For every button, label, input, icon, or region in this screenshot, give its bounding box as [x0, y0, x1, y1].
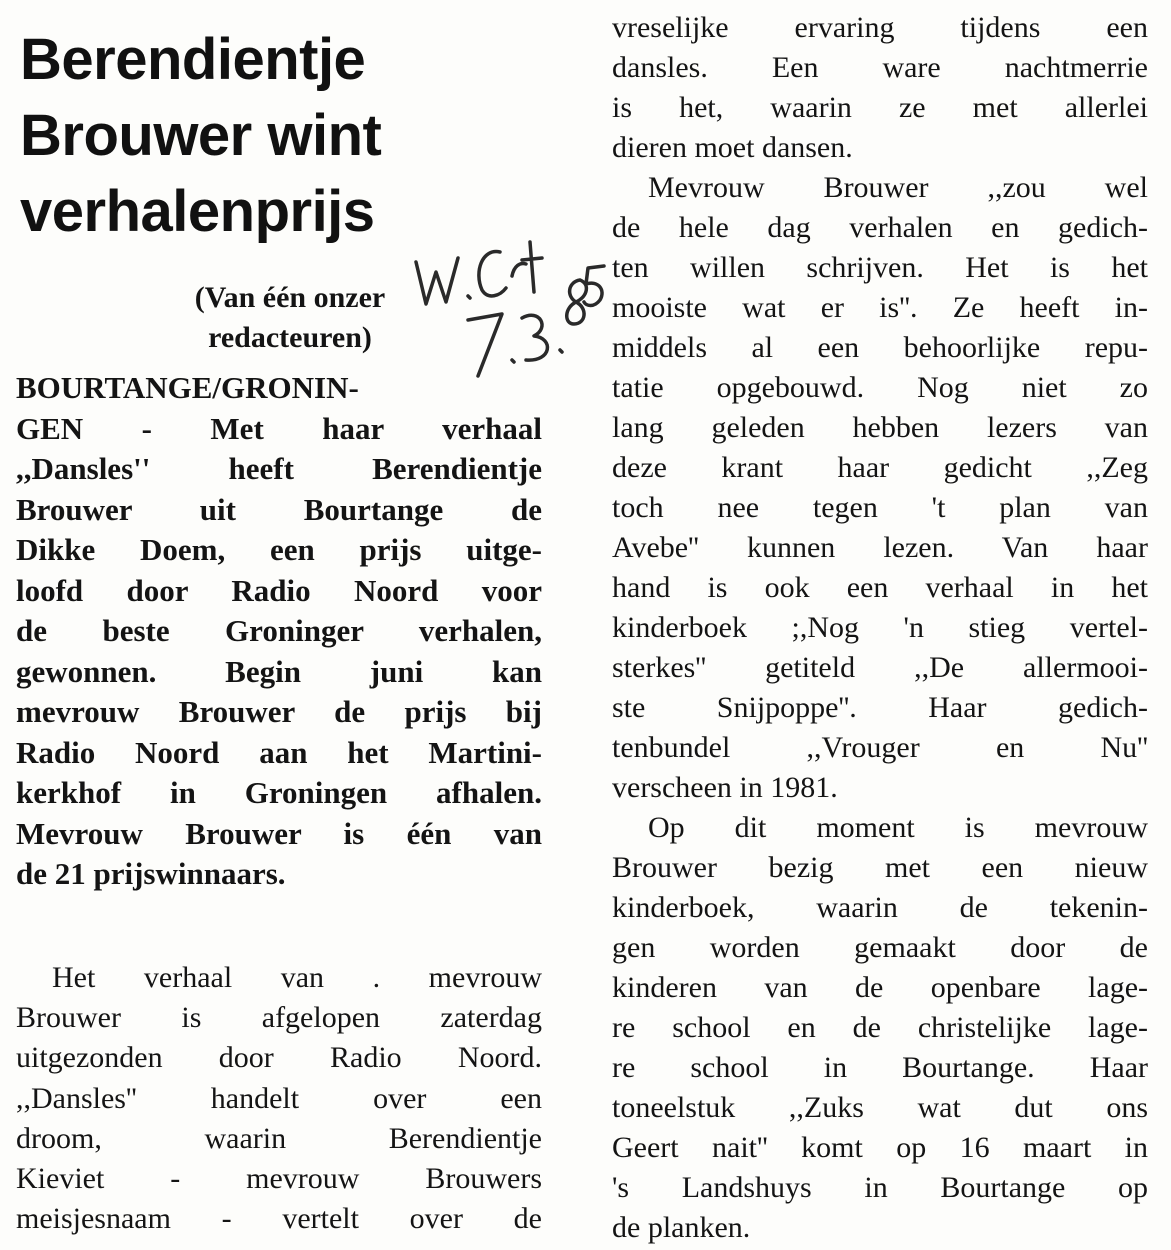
text-line: gewonnen. Begin juni kan — [16, 653, 542, 689]
text-line: 's Landshuys in Bourtange op — [612, 1171, 1148, 1204]
column-2-body — [612, 8, 1148, 1248]
text-line: Het verhaal van . mevrouw — [52, 961, 542, 994]
headline — [20, 22, 580, 250]
text-line: toch nee tegen 't plan van — [612, 491, 1148, 524]
text-line: de beste Groninger verhalen, — [16, 613, 542, 648]
headline-line: verhalenprijs — [20, 179, 375, 244]
text-line: BOURTANGE/GRONIN- — [16, 370, 359, 405]
text-line: meisjesnaam - vertelt over de — [16, 1202, 542, 1236]
text-line: lang geleden hebben lezers van — [612, 411, 1148, 444]
text-line: kinderboek, waarin de tekenin- — [612, 891, 1148, 924]
text-line: ,,Dansles'' heeft Berendientje — [16, 451, 542, 486]
text-line: vreselijke ervaring tijdens een — [612, 11, 1148, 44]
text-line: Avebe'' kunnen lezen. Van haar — [612, 531, 1148, 564]
byline-line: redacteuren) — [208, 321, 372, 354]
text-line: Brouwer uit Bourtange de — [16, 491, 542, 527]
headline-line: Berendientje — [20, 27, 366, 92]
text-line: de hele dag verhalen en gedich- — [612, 211, 1148, 244]
text-line: ten willen schrijven. Het is het — [612, 251, 1148, 284]
text-line: dieren moet dansen. — [612, 131, 853, 164]
byline-line: (Van één onzer — [194, 281, 386, 314]
text-line: hand is ook een verhaal in het — [612, 571, 1148, 604]
text-line: Brouwer bezig met een nieuw — [612, 851, 1148, 884]
text-line: droom, waarin Berendientje — [16, 1121, 542, 1155]
text-line: toneelstuk ,,Zuks wat dut ons — [612, 1091, 1148, 1124]
text-line: tenbundel ,,Vrouger en Nu'' — [612, 731, 1148, 764]
text-line: sterkes'' getiteld ,,De allermooi- — [612, 651, 1148, 684]
text-line: Op dit moment is mevrouw — [648, 811, 1148, 844]
text-line: kerkhof in Groningen afhalen. — [16, 775, 542, 810]
text-line: Kieviet - mevrouw Brouwers — [16, 1162, 542, 1196]
byline — [140, 278, 440, 358]
text-line: GEN - Met haar verhaal — [16, 410, 542, 446]
text-line: tatie opgebouwd. Nog niet zo — [612, 371, 1148, 404]
text-line: ste Snijpoppe''. Haar gedich- — [612, 691, 1148, 724]
headline-line: Brouwer wint — [20, 103, 382, 168]
text-line: Brouwer is afgelopen zaterdag — [16, 1001, 542, 1035]
text-line: re school en de christelijke lage- — [612, 1011, 1148, 1044]
text-line: Geert nait'' komt op 16 maart in — [612, 1131, 1148, 1164]
text-line: dansles. Een ware nachtmerrie — [612, 51, 1148, 84]
text-line: gen worden gemaakt door de — [612, 931, 1148, 964]
text-line: kinderboek ;,Nog 'n stieg vertel- — [612, 611, 1148, 644]
text-line: Mevrouw Brouwer ,,zou wel — [648, 171, 1148, 204]
text-line: de planken. — [612, 1211, 751, 1244]
text-line: kinderen van de openbare lage- — [612, 971, 1148, 1004]
text-line: mevrouw Brouwer de prijs bij — [16, 694, 542, 729]
text-line: Radio Noord aan het Martini- — [16, 734, 542, 770]
text-line: de 21 prijswinnaars. — [16, 856, 286, 891]
text-line: loofd door Radio Noord voor — [16, 572, 542, 608]
text-line: ,,Dansles'' handelt over een — [16, 1081, 542, 1115]
lead-paragraph — [16, 368, 542, 895]
text-line: mooiste wat er is''. Ze heeft in- — [612, 291, 1148, 324]
text-line: Dikke Doem, een prijs uitge- — [16, 532, 542, 567]
text-line: middels al een behoorlijke repu- — [612, 331, 1148, 364]
text-line: Mevrouw Brouwer is één van — [16, 815, 542, 851]
text-line: is het, waarin ze met allerlei — [612, 91, 1148, 124]
column-1-body — [16, 958, 542, 1239]
text-line: verscheen in 1981. — [612, 771, 838, 804]
text-line: uitgezonden door Radio Noord. — [16, 1041, 542, 1075]
text-line: re school in Bourtange. Haar — [612, 1051, 1148, 1084]
text-line: deze krant haar gedicht ,,Zeg — [612, 451, 1148, 484]
